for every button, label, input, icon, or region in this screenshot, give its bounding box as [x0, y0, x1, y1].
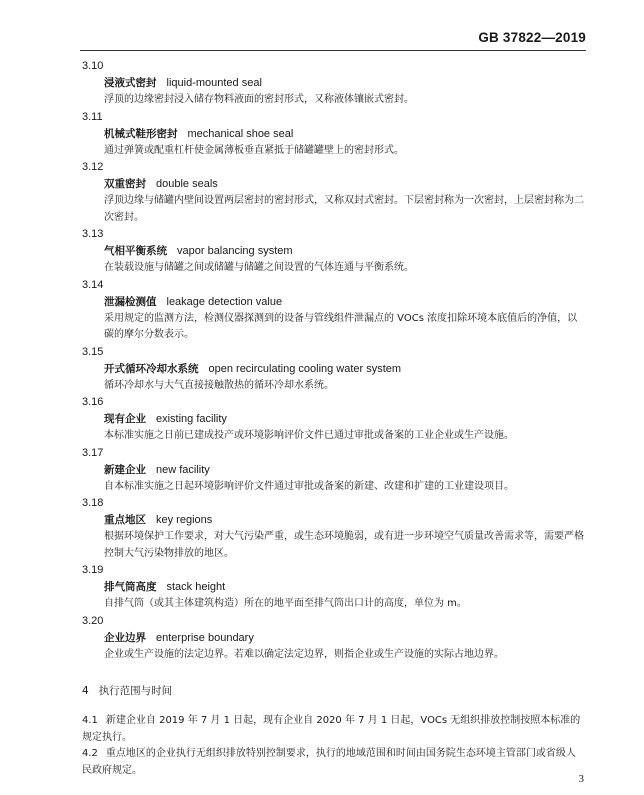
definition-item: [82, 394, 584, 445]
definition-text: 本标准实施之日前已建成投产或环境影响评价文件已通过审批或备案的工业企业或生产设施。: [104, 430, 514, 441]
page-number: 3: [578, 773, 584, 785]
definition-term: [82, 629, 584, 647]
clause-text: 重点地区的企业执行无组织排放特别控制要求，执行的地域范围和时间由国务院生态环境主管部门或省级人民政府规定。: [82, 748, 576, 776]
definition-term: [82, 461, 584, 479]
definition-number: 3.14: [82, 278, 104, 291]
definition-item: [82, 445, 584, 496]
clauses-list: [82, 713, 584, 779]
standard-code: GB 37822—2019: [478, 30, 586, 45]
clause-item: [82, 713, 584, 746]
term-english: liquid-mounted seal: [166, 77, 262, 89]
section-heading: [82, 683, 584, 699]
term-chinese: 排气筒高度: [104, 581, 157, 593]
term-chinese: 企业边界: [104, 631, 146, 644]
clause-text: 新建企业自 2019 年 7 月 1 日起，现有企业自 2020 年 7 月 1 日起，VOCs 无组织排放控制按照本标准的规定执行。: [82, 715, 581, 743]
term-english: existing facility: [156, 413, 227, 425]
definition-text: 自排气筒（或其主体建筑构造）所在的地平面至排气筒出口计的高度，单位为 m。: [104, 598, 467, 609]
definition-number: 3.15: [82, 345, 104, 358]
section-title: 执行范围与时间: [98, 685, 173, 697]
definition-term: [82, 293, 584, 311]
term-english: vapor balancing system: [177, 245, 293, 257]
definition-item: [82, 495, 584, 562]
definition-item: [82, 58, 584, 109]
definition-number: 3.18: [82, 497, 104, 509]
term-english: enterprise boundary: [156, 631, 254, 644]
definition-number: 3.16: [82, 396, 104, 408]
term-chinese: 双重密封: [104, 178, 146, 190]
definition-number: 3.19: [82, 564, 104, 576]
definition-text: 浮顶边缘与储罐内壁间设置两层密封的密封形式，又称双封式密封。下层密封称为一次密封，上层密封称为二次密封。: [104, 195, 584, 223]
section-number: 4: [82, 685, 89, 697]
definition-number: 3.11: [82, 110, 103, 123]
definition-term: [82, 511, 584, 529]
term-english: key regions: [156, 514, 213, 526]
document-body: [82, 58, 584, 779]
definition-term: [82, 175, 584, 193]
definition-term: [82, 410, 584, 428]
definition-text: 浮顶的边缘密封浸入储存物料液面的密封形式，又称液体镶嵌式密封。: [104, 94, 414, 105]
term-english: double seals: [156, 178, 218, 190]
definition-number: 3.10: [82, 60, 104, 72]
definition-item: [82, 226, 584, 277]
clause-number: 4.2: [82, 748, 98, 759]
definition-item: [82, 159, 584, 226]
term-english: open recirculating cooling water system: [208, 362, 402, 375]
definition-item: [82, 613, 584, 664]
term-chinese: 开式循环冷却水系统: [104, 362, 199, 375]
term-english: stack height: [166, 581, 226, 593]
definition-text: 自本标准实施之日起环境影响评价文件通过审批或备案的新建、改建和扩建的工业建设项目。: [104, 480, 514, 492]
definition-term: [82, 578, 584, 596]
term-chinese: 现有企业: [104, 413, 146, 425]
term-chinese: 浸液式密封: [104, 77, 157, 89]
term-chinese: 重点地区: [104, 514, 146, 526]
definition-text: 采用规定的监测方法，检测仪器探测到的设备与管线组件泄漏点的 VOCs 浓度扣除环境本底值后的净值，以碳的摩尔分数表示。: [104, 312, 578, 340]
term-chinese: 泄漏检测值: [104, 295, 157, 308]
definition-item: [82, 344, 584, 395]
term-chinese: 气相平衡系统: [104, 245, 167, 257]
definition-item: [82, 109, 584, 160]
term-english: new facility: [156, 463, 210, 476]
definition-text: 企业或生产设施的法定边界。若难以确定法定边界，则指企业或生产设施的实际占地边界。: [104, 648, 504, 660]
term-english: mechanical shoe seal: [187, 127, 294, 140]
term-chinese: 新建企业: [104, 463, 146, 476]
definition-item: [82, 562, 584, 613]
definition-text: 通过弹簧或配重杠杆使金属薄板垂直紧抵于储罐罐壁上的密封形式。: [104, 144, 404, 156]
definition-item: [82, 277, 584, 344]
term-chinese: 机械式鞋形密封: [104, 127, 178, 140]
definition-text: 在装载设施与储罐之间或储罐与储罐之间设置的气体连通与平衡系统。: [104, 262, 414, 273]
clause-item: [82, 746, 584, 779]
header-rule: [80, 50, 586, 51]
definition-term: [82, 360, 584, 378]
definition-text: 根据环境保护工作要求，对大气污染严重，或生态环境脆弱，或有进一步环境空气质量改善需求等，需要严格控制大气污染物排放的地区。: [104, 531, 584, 559]
definition-term: [82, 125, 584, 143]
clause-number: 4.1: [82, 715, 98, 726]
definition-number: 3.13: [82, 228, 104, 240]
term-english: leakage detection value: [166, 295, 283, 308]
definitions-list: [82, 58, 584, 663]
definition-number: 3.17: [82, 446, 104, 459]
definition-number: 3.12: [82, 161, 104, 173]
definition-number: 3.20: [82, 614, 104, 627]
definition-text: 循环冷却水与大气直接接触散热的循环冷却水系统。: [104, 379, 334, 391]
definition-term: [82, 242, 584, 260]
definition-term: [82, 74, 584, 92]
